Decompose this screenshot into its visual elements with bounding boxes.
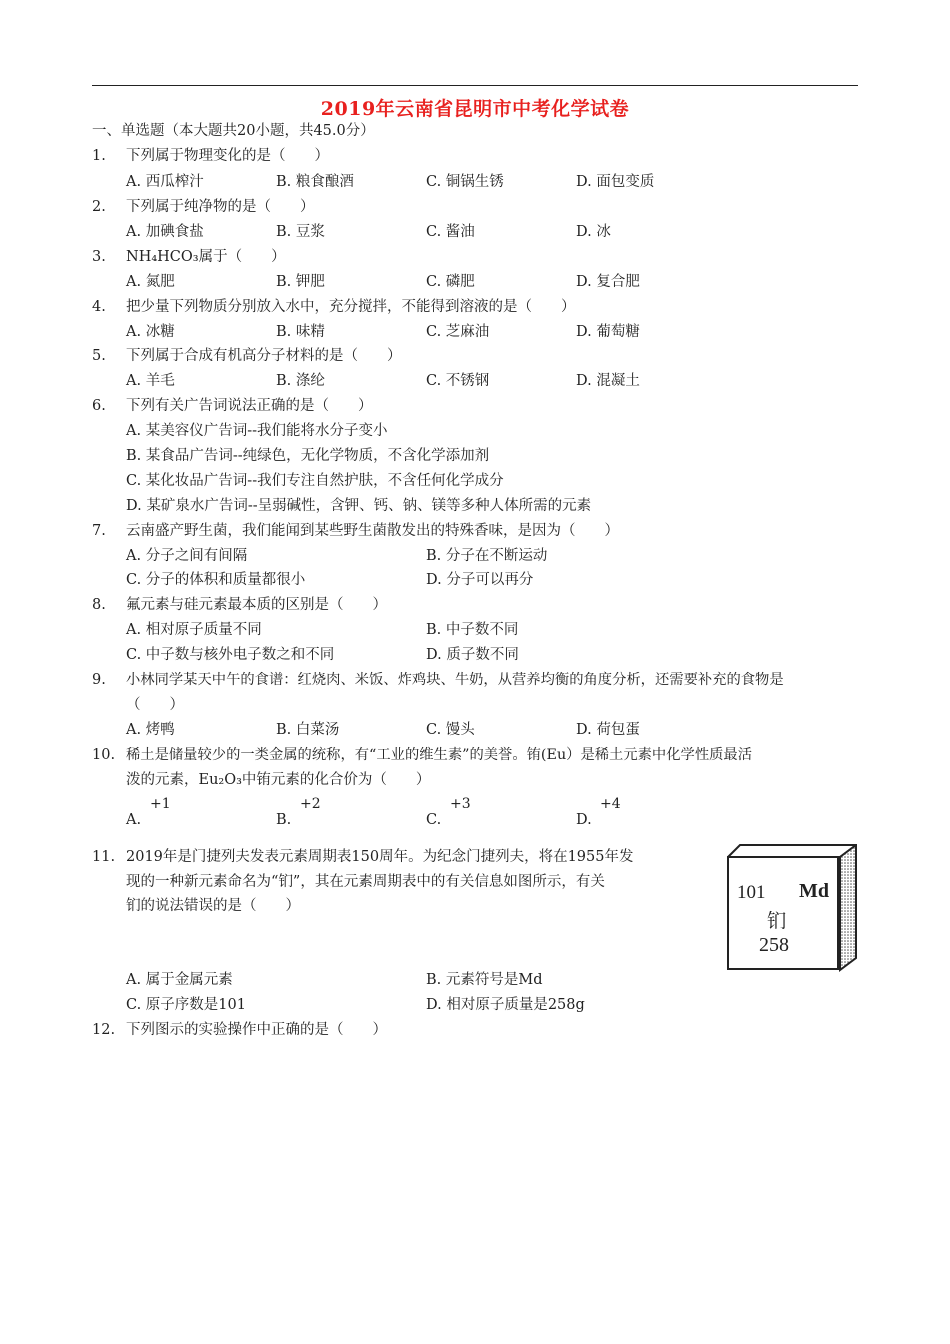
option-b: B. 粮食酿酒 [276,174,354,190]
question-text: 下列属于纯净物的是（ ） [126,199,315,215]
option-c: C. 中子数与核外电子数之和不同 [126,647,335,663]
option-a: A. 加碘食盐 [126,224,204,240]
element-name: 钔 [767,910,787,932]
option-d: D. 分子可以再分 [426,572,534,588]
question-number: 11. [92,849,116,865]
question-text-cont: 钔的说法错误的是（ ） [126,898,300,914]
question-number: 10. [92,747,116,763]
question-text: 把少量下列物质分别放入水中，充分搅拌，不能得到溶液的是（ ） [126,299,576,315]
question-text: NH₄HCO₃属于（ ） [126,249,286,265]
charge-a: +1 [150,796,171,812]
question-text: 小林同学某天中午的食谱：红烧肉、米饭、炸鸡块、牛奶，从营养均衡的角度分析，还需要补充的食物是 [126,672,784,688]
question-text-cont: （ ） [126,697,184,713]
question-number: 3. [92,249,106,265]
option-a: A. 羊毛 [126,373,175,389]
option-c: C. 芝麻油 [426,324,490,340]
question-number: 8. [92,597,106,613]
option-c: C. 酱油 [426,224,475,240]
option-a: A. 相对原子质量不同 [126,622,262,638]
option-c: C. 不锈钢 [426,373,490,389]
option-a: A. 西瓜榨汁 [126,174,204,190]
option-b: B. [276,812,292,828]
option-c: C. 铜锅生锈 [426,174,504,190]
question-number: 12. [92,1022,116,1038]
option-a: A. 属于金属元素 [126,972,233,988]
question-text-cont: 现的一种新元素命名为“钔”，其在元素周期表中的有关信息如图所示，有关 [126,874,605,890]
option-b: B. 某食品广告词--纯绿色，无化学物质，不含化学添加剂 [126,448,490,464]
option-c: C. 分子的体积和质量都很小 [126,572,306,588]
option-b: B. 白菜汤 [276,722,340,738]
option-d: D. 相对原子质量是258g [426,997,585,1013]
element-card-figure [727,844,857,972]
option-b: B. 涤纶 [276,373,325,389]
atomic-number: 101 [737,882,766,903]
question-text: 云南盛产野生菌，我们能闻到某些野生菌散发出的特殊香味，是因为（ ） [126,523,619,539]
question-number: 4. [92,299,106,315]
option-b: B. 元素符号是Md [426,972,543,988]
option-b: B. 味精 [276,324,325,340]
option-a: A. 烤鸭 [126,722,175,738]
option-d: D. 质子数不同 [426,647,519,663]
question-text: 2019年是门捷列夫发表元素周期表150周年。为纪念门捷列夫，将在1955年发 [126,849,634,865]
option-a: A. 氮肥 [126,274,175,290]
option-d: D. 葡萄糖 [576,324,640,340]
option-b: B. 豆浆 [276,224,325,240]
element-symbol: Md [799,880,829,902]
question-text: 下列属于物理变化的是（ ） [126,148,329,164]
option-c: C. 磷肥 [426,274,475,290]
option-b: B. 分子在不断运动 [426,548,548,564]
question-text: 下列图示的实验操作中正确的是（ ） [126,1022,387,1038]
option-a: A. 分子之间有间隔 [126,548,248,564]
option-c: C. [426,812,442,828]
question-text: 下列有关广告词说法正确的是（ ） [126,398,373,414]
top-rule [92,85,858,86]
option-c: C. 原子序数是101 [126,997,246,1013]
question-number: 1. [92,148,106,164]
option-b: B. 钾肥 [276,274,325,290]
option-a: A. [126,812,142,828]
option-c: C. 馒头 [426,722,475,738]
page-title: 2019年云南省昆明市中考化学试卷 [320,98,630,120]
option-d: D. 混凝土 [576,373,640,389]
option-d: D. 复合肥 [576,274,640,290]
question-text: 稀土是储量较少的一类金属的统称，有“工业的维生素”的美誉。铕(Eu）是稀土元素中化学性质最活 [126,747,753,763]
question-number: 9. [92,672,106,688]
question-text: 氟元素与硅元素最本质的区别是（ ） [126,597,387,613]
question-text: 下列属于合成有机高分子材料的是（ ） [126,348,402,364]
option-c: C. 某化妆品广告词--我们专注自然护肤，不含任何化学成分 [126,473,504,489]
question-number: 5. [92,348,106,364]
charge-c: +3 [450,796,471,812]
option-d: D. 冰 [576,224,611,240]
option-d: D. 某矿泉水广告词--呈弱碱性，含钾、钙、钠、镁等多种人体所需的元素 [126,498,592,514]
option-a: A. 某美容仪广告词--我们能将水分子变小 [126,423,388,439]
question-number: 7. [92,523,106,539]
option-a: A. 冰糖 [126,324,175,340]
element-card [727,856,839,970]
charge-d: +4 [600,796,621,812]
option-b: B. 中子数不同 [426,622,519,638]
option-d: D. 荷包蛋 [576,722,640,738]
charge-b: +2 [300,796,321,812]
atomic-mass: 258 [759,934,789,956]
option-d: D. 面包变质 [576,174,655,190]
question-number: 2. [92,199,106,215]
option-d: D. [576,812,592,828]
question-number: 6. [92,398,106,414]
section-heading: 一、单选题（本大题共20小题，共45.0分） [92,123,375,139]
question-text-cont: 泼的元素，Eu₂O₃中铕元素的化合价为（ ） [126,772,431,788]
